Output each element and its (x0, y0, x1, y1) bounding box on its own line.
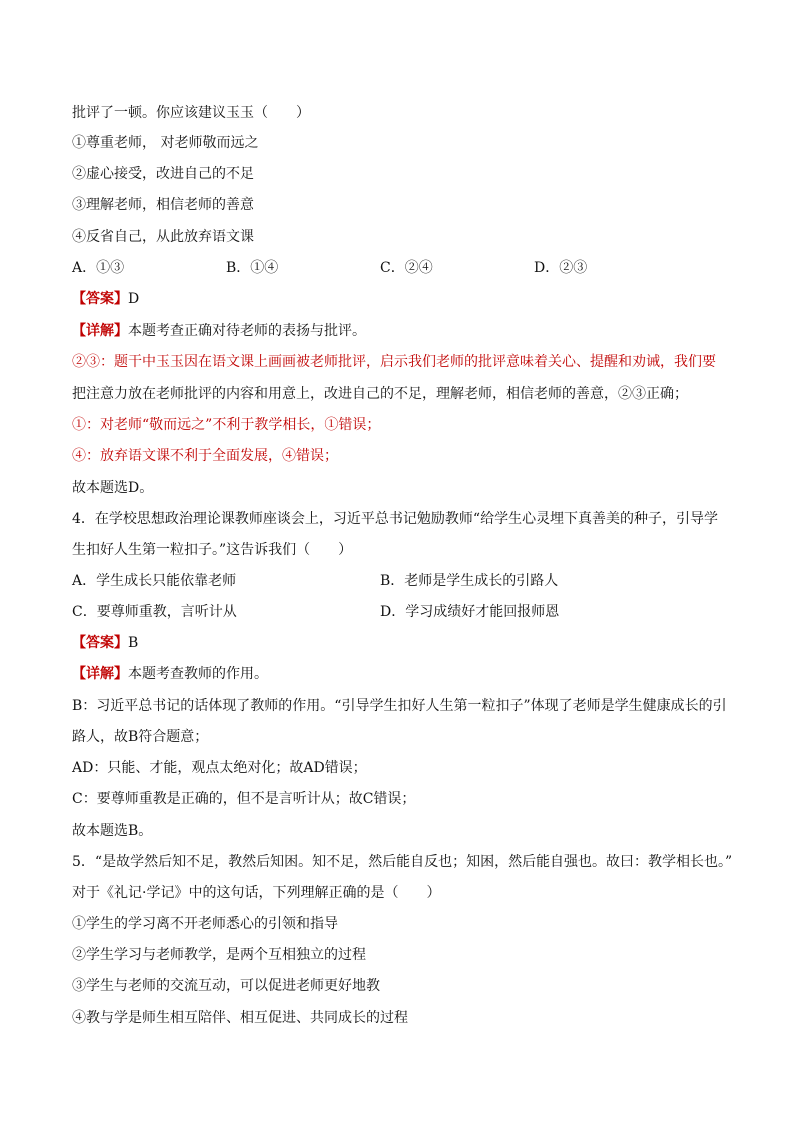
detail-tag: 【详解】 (72, 323, 128, 339)
q3-option-b: B．①④ (226, 260, 279, 276)
q4-options-row-2 (72, 603, 752, 621)
answer-tag: 【答案】 (72, 291, 128, 307)
q4-explain-2: 路人，故B符合题意； (72, 729, 209, 745)
q3-explain-4: ④：放弃语文课不利于全面发展，④错误； (72, 448, 338, 464)
detail-tag: 【详解】 (72, 666, 128, 682)
q4-option-c: C．要尊师重教，言听计从 (72, 604, 237, 620)
q3-answer (72, 290, 139, 308)
q3-options (72, 259, 752, 277)
q4-option-b: B．老师是学生成长的引路人 (380, 573, 559, 589)
q5-stem-1: 5．“是故学然后知不足，教然后知困。知不足，然后能自反也；知困，然后能自强也。故曰：教学相长也。” (72, 854, 733, 870)
q5-item-2: ②学生学习与老师教学，是两个互相独立的过程 (72, 947, 366, 963)
q3-answer-value: D (128, 291, 140, 307)
q4-explain-1: B：习近平总书记的话体现了教师的作用。“引导学生扣好人生第一粒扣子”体现了老师是学生健康成长的引 (72, 698, 727, 714)
q3-item-3: ③理解老师，相信老师的善意 (72, 197, 254, 213)
q3-item-2: ②虚心接受，改进自己的不足 (72, 166, 254, 182)
q3-item-1: ①尊重老师， 对老师敬而远之 (72, 135, 259, 151)
q4-option-a: A．学生成长只能依靠老师 (72, 573, 237, 589)
q3-item-4: ④反省自己，从此放弃语文课 (72, 229, 254, 245)
q5-item-1: ①学生的学习离不开老师悉心的引领和指导 (72, 916, 338, 932)
q3-option-a: A．①③ (72, 260, 125, 276)
q4-explain-3: AD：只能、才能，观点太绝对化；故AD错误； (72, 760, 367, 776)
q4-answer-value: B (128, 635, 139, 651)
q4-options-row-1 (72, 572, 752, 590)
q4-explain-4: C：要尊师重教是正确的，但不是言听计从；故C错误； (72, 791, 416, 807)
q4-conclusion: 故本题选B。 (72, 823, 153, 839)
q4-stem-2: 生扣好人生第一粒扣子。”这告诉我们（ ） (72, 542, 353, 558)
q5-stem-2: 对于《礼记·学记》中的这句话，下列理解正确的是（ ） (72, 885, 441, 901)
q5-item-4: ④教与学是师生相互陪伴、相互促进、共同成长的过程 (72, 1010, 408, 1026)
q5-item-3: ③学生与老师的交流互动，可以促进老师更好地教 (72, 978, 380, 994)
q3-explain-3: ①：对老师“敬而远之”不利于教学相长，①错误； (72, 417, 381, 433)
q3-conclusion: 故本题选D。 (72, 480, 154, 496)
q4-detail-text: 本题考查教师的作用。 (128, 666, 268, 682)
q3-detail-text: 本题考查正确对待老师的表扬与批评。 (128, 323, 366, 339)
q3-stem-tail: 批评了一顿。你应该建议玉玉（ ） (72, 105, 310, 121)
q3-option-c: C．②④ (380, 260, 433, 276)
q4-stem-1: 4．在学校思想政治理论课教师座谈会上，习近平总书记勉励教师“给学生心灵埋下真善美的种子，引导学 (72, 511, 719, 527)
q4-option-d: D．学习成绩好才能回报师恩 (380, 604, 560, 620)
q3-explain-1: ②③：题干中玉玉因在语文课上画画被老师批评，启示我们老师的批评意味着关心、提醒和劝诫，我们要 (72, 354, 716, 370)
q3-option-d: D．②③ (534, 260, 588, 276)
answer-tag: 【答案】 (72, 635, 128, 651)
q3-detail (72, 322, 366, 340)
q4-detail (72, 665, 268, 683)
q3-explain-2: 把注意力放在老师批评的内容和用意上，改进自己的不足，理解老师，相信老师的善意，②③正确； (72, 386, 688, 402)
q4-answer (72, 634, 138, 652)
